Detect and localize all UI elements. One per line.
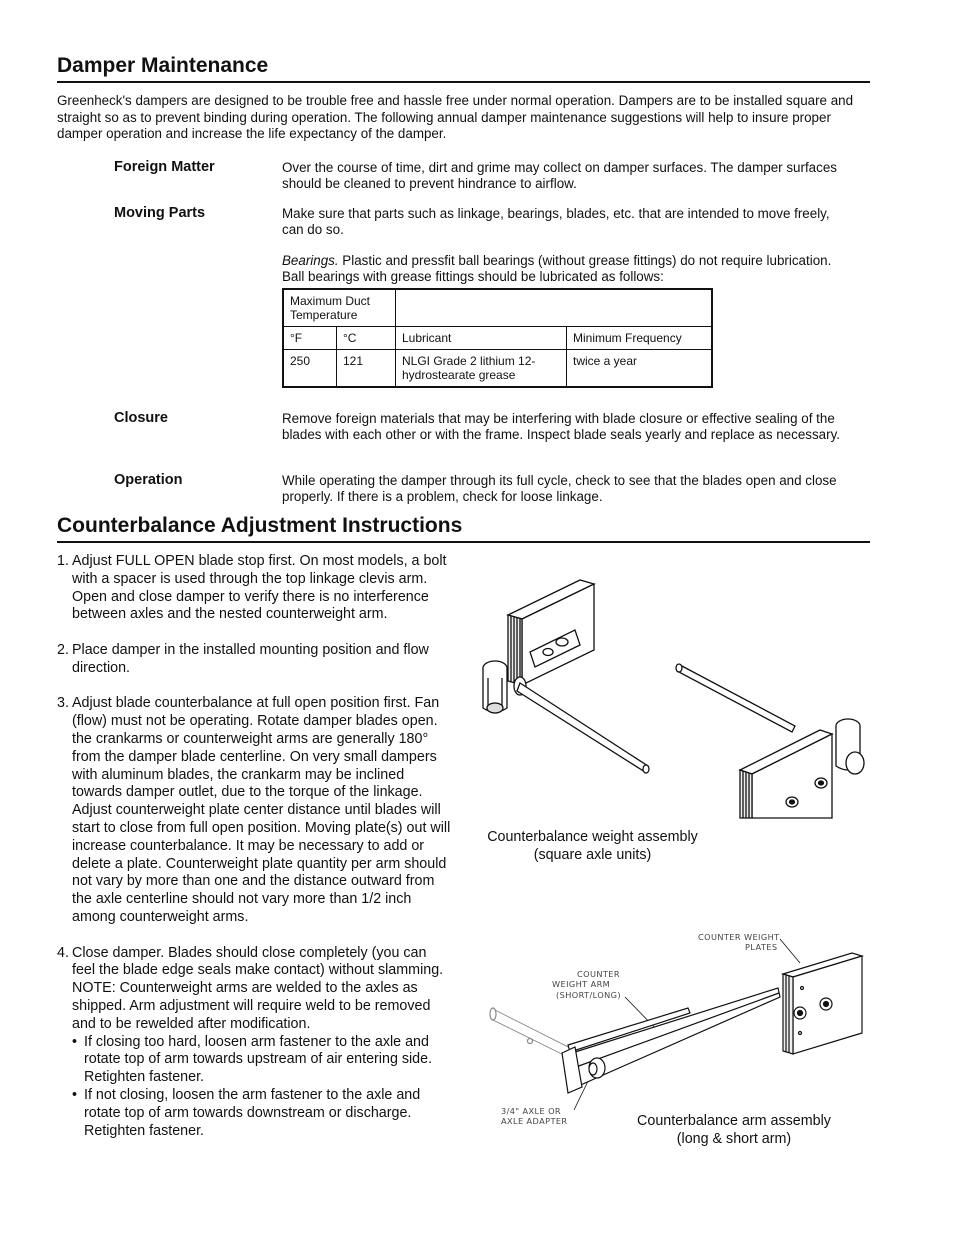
bullet-item: • If closing too hard, loosen arm fastener to the axle and rotate top of arm towards upstream of air entering side. Retighten fastener. xyxy=(72,1034,452,1087)
counterweight-plates-right xyxy=(740,730,832,818)
table-header-f: °F xyxy=(283,327,337,350)
table-empty-header xyxy=(396,289,713,327)
list-item xyxy=(57,642,452,678)
lubrication-table xyxy=(282,288,713,388)
figure2-caption-line2: (long & short arm) xyxy=(676,1131,792,1147)
bearings-paragraph xyxy=(282,253,842,285)
figure2-caption-line1: Counterbalance arm assembly xyxy=(637,1113,831,1129)
term-moving-parts: Moving Parts xyxy=(114,205,206,221)
table-cell: 250 xyxy=(283,350,337,388)
list-item xyxy=(57,553,452,624)
label-arm-3: (SHORT/LONG) xyxy=(556,990,622,1000)
figure2-caption xyxy=(615,1112,853,1148)
step-text: Adjust blade counterbalance at full open position first. Fan (flow) must not be operating. Rotate damper blades open. the crankarms or counterweight arms are generally 180° from the damper blade centerline. On very small dampers with aluminum blades, the crankarm may be inclined towards damper outlet, due to the torque of the linkage. Adjust counterweight plate center distance until blades will start to close from full open position. Moving plate(s) out will increase counterbalance. It may be necessary to add or delete a plate. Counterweight plate quantity per arm should not vary by more than one and the distance outward from the axle centerline should not vary more than 1/2 inch among counterweight arms. xyxy=(72,695,451,925)
table-group-header: Maximum Duct Temperature xyxy=(283,289,396,327)
counterbalance-weight-assembly-figure xyxy=(470,570,870,820)
counterbalance-arm-assembly-figure xyxy=(480,925,870,1130)
clevis-right xyxy=(836,719,864,774)
desc-operation: While operating the damper through its full cycle, check to see that the blades open and close properly. If there is a problem, check for loose linkage. xyxy=(282,473,837,504)
figure1-caption-line2: (square axle units) xyxy=(533,847,652,863)
damper-maintenance-heading: Damper Maintenance xyxy=(57,54,870,83)
label-axle-1: 3/4" AXLE OR xyxy=(501,1106,562,1116)
table-header-lubricant: Lubricant xyxy=(396,327,567,350)
step-number: 3. xyxy=(57,695,69,712)
desc-moving-parts: Make sure that parts such as linkage, bearings, blades, etc. that are intended to move freely, can do so. xyxy=(282,206,830,237)
list-item xyxy=(57,695,452,926)
label-plates-2: PLATES xyxy=(745,942,778,952)
bullet-item: • If not closing, loosen the arm fastener to the axle and rotate top of arm towards downstream or discharge. Retighten fastener. xyxy=(72,1087,452,1140)
step-number: 1. xyxy=(57,553,69,569)
list-item xyxy=(57,945,452,1141)
table-row xyxy=(283,350,712,388)
bearings-label: Bearings. xyxy=(282,253,339,268)
figure1-caption xyxy=(470,828,715,864)
counterbalance-heading: Counterbalance Adjustment Instructions xyxy=(57,514,870,543)
label-arm-2: WEIGHT ARM xyxy=(552,979,611,989)
table-row xyxy=(283,327,712,350)
label-plates-1: COUNTER WEIGHT xyxy=(698,932,780,942)
bearings-text: Plastic and pressfit ball bearings (without grease fittings) do not require lubrication. Ball bearings with grease fittings should be lubricated as follows: xyxy=(282,253,832,284)
table-cell: twice a year xyxy=(567,350,713,388)
table-header-frequency: Minimum Frequency xyxy=(567,327,713,350)
desc-closure: Remove foreign materials that may be interfering with blade closure or effective sealing of the blades with each other or with the frame. Inspect blade seals yearly and replace as necessary. xyxy=(282,411,840,442)
figure1-caption-line1: Counterbalance weight assembly xyxy=(487,829,698,845)
step-text: Place damper in the installed mounting position and flow direction. xyxy=(72,641,429,676)
desc-foreign-matter: Over the course of time, dirt and grime may collect on damper surfaces. The damper surfaces should be cleaned to prevent hindrance to airflow. xyxy=(282,160,837,191)
term-foreign-matter: Foreign Matter xyxy=(114,159,215,175)
counterweight-plates-left xyxy=(508,580,594,685)
term-operation: Operation xyxy=(114,472,183,488)
step-text: Close damper. Blades should close completely (you can feel the blade edge seals make contact) without slamming. NOTE: Counterweight arms are welded to the axles as shipped. Arm adjustment will require weld to be removed and to be rewelded after modification. xyxy=(72,944,444,1032)
step-number: 2. xyxy=(57,641,69,658)
table-header-c: °C xyxy=(337,327,396,350)
counterbalance-steps xyxy=(57,553,452,1158)
table-cell: NLGI Grade 2 lithium 12-hydrostearate grease xyxy=(396,350,567,388)
step-4-bullets xyxy=(72,1034,452,1141)
step-number: 4. xyxy=(57,944,69,961)
label-arm-1: COUNTER xyxy=(577,969,620,979)
table-row xyxy=(283,289,712,327)
label-axle-2: AXLE ADAPTER xyxy=(501,1116,568,1126)
table-cell: 121 xyxy=(337,350,396,388)
term-closure: Closure xyxy=(114,410,168,426)
damper-intro: Greenheck's dampers are designed to be trouble free and hassle free under normal operation. Dampers are to be installed square and straight so as to prevent binding during operation. The following annual damper maintenance suggestions will help to insure proper damper operation and increase the life expectancy of the damper. xyxy=(57,93,854,141)
step-text: Adjust FULL OPEN blade stop first. On most models, a bolt with a spacer is used through the top linkage clevis arm. Open and close damper to verify there is no interference between axles and the nested counterweight arm. xyxy=(72,553,447,623)
